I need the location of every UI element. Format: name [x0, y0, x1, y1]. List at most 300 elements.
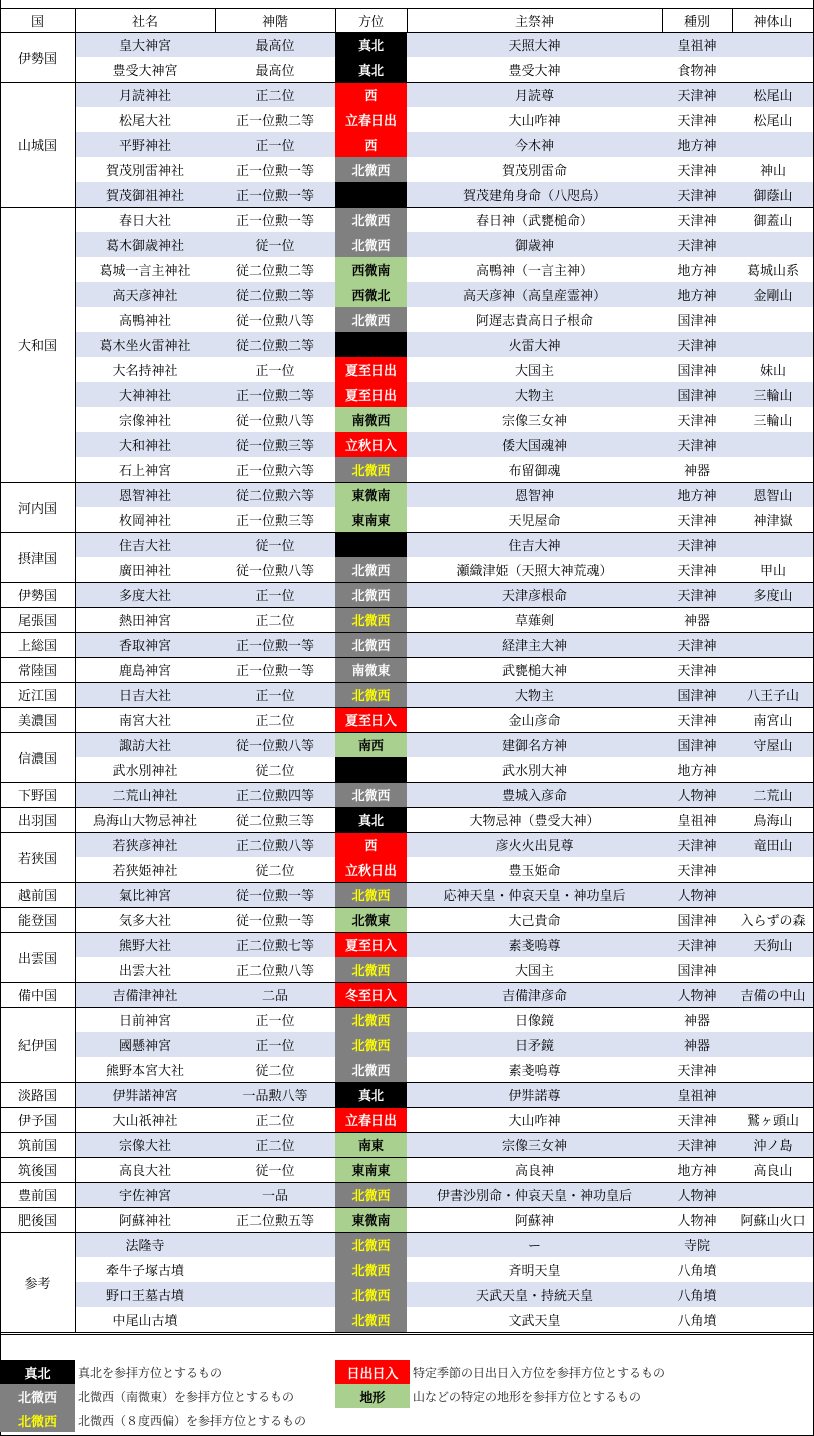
grid-line	[0, 532, 814, 533]
grid-line	[0, 582, 814, 583]
grid-line	[0, 1334, 814, 1335]
shrine-name-cell: 牽牛子塚古墳	[105, 1264, 184, 1279]
shrine-name-cell: 高鴨神社	[118, 314, 171, 329]
table-cell: 金剛山	[732, 282, 814, 307]
province-cell: 摂津国	[17, 551, 57, 567]
table-cell: 御歳神	[407, 232, 662, 257]
table-cell: 神器	[683, 1014, 710, 1029]
table-cell: 皇祖神	[677, 814, 717, 829]
direction-cell: 北微西	[335, 207, 407, 232]
column-header: 主祭神	[514, 14, 554, 30]
direction-cell: 北微西	[335, 1032, 407, 1057]
province-cell: 出雲国	[17, 951, 57, 967]
table-cell: 天津神	[662, 632, 732, 657]
table-cell: 二荒山	[732, 782, 814, 807]
grid-line	[75, 32, 76, 1332]
province-cell: 出羽国	[17, 814, 57, 829]
table-cell: 国津神	[677, 914, 717, 929]
table-cell: ー	[407, 1232, 662, 1257]
table-cell: 布留御魂	[508, 464, 561, 479]
table-cell: 金山彦命	[508, 714, 561, 729]
legend-text: 真北を参拝方位とするもの	[78, 1365, 223, 1380]
table-cell: 正二位	[255, 614, 295, 629]
shrine-name-cell: 熊野大社	[75, 932, 215, 957]
province-cell: 若狭国	[17, 851, 57, 867]
table-cell	[732, 1257, 814, 1282]
table-cell: 従一位	[215, 232, 335, 257]
shrine-name-cell: 伊弉諾神宮	[75, 1082, 215, 1107]
table-cell: 賀茂別雷命	[501, 164, 567, 179]
shrine-name-cell: 熊野本宮大社	[105, 1064, 184, 1079]
province-cell: 山城国	[17, 139, 57, 154]
shrine-name-cell: 大山祇神社	[112, 1114, 178, 1129]
table-cell: 天津神	[677, 1064, 717, 1079]
shrine-name-cell: 宗像大社	[75, 1132, 215, 1157]
shrine-name-cell: 賀茂別雷神社	[105, 164, 184, 179]
table-cell: 大物主	[407, 682, 662, 707]
table-cell: 正一位	[215, 1032, 335, 1057]
direction-cell: 真北	[335, 807, 407, 832]
grid-line	[0, 1132, 814, 1133]
legend-swatch: 真北	[0, 1360, 75, 1384]
table-cell: 素戔嗚尊	[508, 1064, 561, 1079]
table-cell: 正二位勲七等	[215, 932, 335, 957]
province-cell: 参考	[24, 1276, 51, 1292]
direction-cell: 東南東	[335, 1157, 407, 1182]
shrine-name-cell: 多度大社	[75, 582, 215, 607]
direction-cell: 真北	[335, 32, 407, 57]
shrine-name-cell: 鳥海山大物忌神社	[92, 814, 197, 829]
table-cell: 宗像三女神	[501, 414, 567, 429]
table-cell: 皇祖神	[662, 1082, 732, 1107]
table-cell: 甲山	[759, 564, 786, 579]
table-cell: 鷲ヶ頭山	[746, 1114, 799, 1129]
direction-cell: 立春日出	[335, 107, 407, 132]
shrine-name-cell: 二荒山神社	[75, 782, 215, 807]
table-cell	[732, 1232, 814, 1257]
direction-cell: 南東	[335, 1132, 407, 1157]
table-cell: 国津神	[662, 382, 732, 407]
table-cell	[215, 1257, 335, 1282]
table-cell: 高良山	[753, 1164, 793, 1179]
table-cell: 正一位	[255, 364, 295, 379]
province-cell: 信濃国	[17, 751, 57, 767]
table-cell: 国津神	[677, 314, 717, 329]
shrine-name-cell: 豊受大神宮	[112, 64, 178, 79]
table-cell	[215, 1307, 335, 1332]
direction-cell: 冬至日入	[335, 982, 407, 1007]
table-cell: 伊弉諾尊	[407, 1082, 662, 1107]
table-cell: 素戔嗚尊	[407, 932, 662, 957]
shrine-name-cell: 廣田神社	[118, 564, 171, 579]
direction-cell: 北微西	[335, 607, 407, 632]
table-cell: 最高位	[255, 64, 295, 79]
table-cell	[732, 757, 814, 782]
shrine-name-cell: 葛木坐火雷神社	[75, 332, 215, 357]
grid-line	[0, 482, 814, 483]
table-cell: 天津神	[677, 864, 717, 879]
table-cell: 天武天皇・持統天皇	[407, 1282, 662, 1307]
table-cell: 天津神	[662, 582, 732, 607]
table-cell	[732, 432, 814, 457]
direction-cell: 南西	[335, 732, 407, 757]
table-cell: 正一位勲三等	[235, 514, 314, 529]
table-cell: 正一位勲六等	[235, 464, 314, 479]
table-cell: 従二位	[255, 764, 295, 779]
shrine-name-cell: 枚岡神社	[118, 514, 171, 529]
table-cell: 天津神	[662, 532, 732, 557]
grid-line	[0, 32, 814, 33]
table-cell: 従一位勲八等	[235, 564, 314, 579]
shrine-name-cell: 高天彦神社	[75, 282, 215, 307]
legend-text: 特定季節の日出日入方位を参拝方位とするもの	[413, 1365, 666, 1380]
shrine-name-cell: 若狭姫神社	[112, 864, 178, 879]
table-cell: 天津神	[662, 1132, 732, 1157]
table-cell: 従一位勲三等	[215, 432, 335, 457]
column-header: 種別	[683, 14, 710, 30]
direction-cell	[335, 532, 407, 557]
legend-swatch: 日出日入	[335, 1360, 410, 1384]
table-cell	[732, 632, 814, 657]
table-cell: 人物神	[662, 782, 732, 807]
column-header: 国	[30, 14, 44, 30]
province-cell: 筑前国	[17, 1139, 57, 1154]
grid-line	[0, 832, 814, 833]
column-header: 方位	[357, 14, 384, 30]
legend-text: 山などの特定の地形を参拝方位とするもの	[413, 1389, 642, 1404]
table-cell: 瀬織津姫（天照大神荒魂）	[456, 564, 613, 579]
shrine-name-cell: 出雲大社	[118, 964, 171, 979]
direction-cell: 西	[335, 132, 407, 157]
province-cell: 伊勢国	[17, 51, 57, 67]
table-cell: 竜田山	[732, 832, 814, 857]
direction-cell: 北微西	[335, 157, 407, 182]
table-cell: 入らずの森	[740, 914, 806, 929]
grid-line	[0, 907, 814, 908]
direction-cell: 東微南	[335, 482, 407, 507]
legend-swatch: 地形	[335, 1384, 410, 1408]
direction-cell: 北微西	[335, 1282, 407, 1307]
shrine-name-cell: 平野神社	[75, 132, 215, 157]
table-cell: 地方神	[677, 1164, 717, 1179]
shrine-name-cell: 法隆寺	[75, 1232, 215, 1257]
shrine-name-cell: 石上神宮	[118, 464, 171, 479]
shrine-name-cell: 武水別神社	[112, 764, 178, 779]
table-cell: 国津神	[677, 964, 717, 979]
table-cell: 大山咋神	[508, 1114, 561, 1129]
direction-cell: 南微西	[335, 407, 407, 432]
table-cell	[732, 1182, 814, 1207]
table-cell: 天児屋命	[508, 514, 561, 529]
table-cell	[732, 1057, 814, 1082]
table-cell: 国津神	[662, 682, 732, 707]
grid-line	[0, 1207, 814, 1208]
table-cell	[215, 1232, 335, 1257]
table-cell: 従二位勲二等	[215, 332, 335, 357]
grid-line	[0, 1082, 814, 1083]
shrine-name-cell: 宗像神社	[118, 414, 171, 429]
grid-line	[662, 8, 663, 32]
direction-cell: 真北	[335, 1082, 407, 1107]
table-cell: 八王子山	[732, 682, 814, 707]
table-cell: 大己貴命	[508, 914, 561, 929]
direction-cell	[335, 757, 407, 782]
table-cell: 従一位勲八等	[215, 732, 335, 757]
direction-cell	[335, 332, 407, 357]
legend-text: 北微西（南微東）を参拝方位とするもの	[78, 1389, 295, 1404]
table-cell: 天津神	[662, 932, 732, 957]
grid-line	[215, 8, 216, 32]
shrine-name-cell: 中尾山古墳	[112, 1314, 178, 1329]
table-cell: 正一位	[255, 1014, 295, 1029]
direction-cell: 立秋日入	[335, 432, 407, 457]
table-cell: 豊城入彦命	[407, 782, 662, 807]
column-header: 神体山	[753, 14, 793, 30]
province-cell: 常陸国	[17, 664, 57, 679]
direction-cell: 西微南	[335, 257, 407, 282]
table-cell: 八角墳	[662, 1282, 732, 1307]
shrine-name-cell: 國懸神宮	[75, 1032, 215, 1057]
shrine-name-cell: 鹿島神宮	[118, 664, 171, 679]
direction-cell: 夏至日入	[335, 707, 407, 732]
table-cell: 大物主	[407, 382, 662, 407]
direction-cell: 北微西	[335, 1232, 407, 1257]
table-cell	[732, 1307, 814, 1332]
table-cell: 従二位	[255, 864, 295, 879]
table-cell	[732, 307, 814, 332]
province-cell: 上総国	[17, 639, 57, 654]
table-cell: 天津神	[677, 164, 717, 179]
table-cell: 賀茂建角身命（八咫烏）	[407, 182, 662, 207]
table-cell: 正二位勲四等	[215, 782, 335, 807]
province-cell: 淡路国	[17, 1089, 57, 1104]
table-cell: 正二位	[255, 1114, 295, 1129]
direction-cell: 北微西	[335, 632, 407, 657]
table-cell: 高鴨神（一言主神）	[475, 264, 593, 279]
province-cell: 豊前国	[17, 1189, 57, 1204]
table-cell: 妹山	[759, 364, 786, 379]
table-cell: 天津神	[677, 514, 717, 529]
table-cell: 一品勲八等	[215, 1082, 335, 1107]
direction-cell: 北微東	[335, 907, 407, 932]
table-cell: 最高位	[215, 32, 335, 57]
table-cell: 正二位勲八等	[235, 964, 314, 979]
grid-line	[0, 807, 814, 808]
table-cell: 恩智神	[407, 482, 662, 507]
table-cell: 高良神	[514, 1164, 554, 1179]
grid-line	[0, 607, 814, 608]
direction-cell: 夏至日出	[335, 382, 407, 407]
table-cell: 従二位勲二等	[215, 282, 335, 307]
table-cell: 二品	[215, 982, 335, 1007]
direction-cell: 北微西	[335, 557, 407, 582]
province-cell: 下野国	[17, 789, 57, 804]
shrine-name-cell: 恩智神社	[75, 482, 215, 507]
direction-cell: 北微西	[335, 882, 407, 907]
table-cell: 武水別大神	[501, 764, 567, 779]
table-cell: 寺院	[662, 1232, 732, 1257]
direction-cell: 北微西	[335, 957, 407, 982]
grid-line	[407, 8, 408, 32]
grid-line	[0, 1182, 814, 1183]
table-cell: 日矛鏡	[407, 1032, 662, 1057]
province-cell: 河内国	[17, 501, 57, 517]
shrine-name-cell: 香取神宮	[75, 632, 215, 657]
direction-cell: 北微西	[335, 307, 407, 332]
direction-cell: 真北	[335, 57, 407, 82]
grid-line	[0, 1107, 814, 1108]
shrine-name-cell: 日吉大社	[75, 682, 215, 707]
direction-cell: 北微西	[335, 1057, 407, 1082]
table-cell: 人物神	[677, 1214, 717, 1229]
table-cell: 従二位勲三等	[235, 814, 314, 829]
table-cell: 文武天皇	[508, 1314, 561, 1329]
table-cell	[732, 132, 814, 157]
province-cell: 能登国	[17, 914, 57, 929]
table-cell: 吉備津彦命	[407, 982, 662, 1007]
table-cell: 御蔭山	[732, 182, 814, 207]
grid-line	[0, 782, 814, 783]
grid-line	[0, 1007, 814, 1008]
table-cell: 大国主	[514, 364, 554, 379]
shrine-name-cell: 大名持神社	[112, 364, 178, 379]
table-cell: 阿蘇山火口	[740, 1214, 806, 1229]
table-cell: 国津神	[677, 364, 717, 379]
direction-cell: 東南東	[335, 507, 407, 532]
province-cell: 伊勢国	[17, 589, 57, 604]
table-cell: 従二位勲二等	[235, 264, 314, 279]
grid-line	[0, 932, 814, 933]
table-cell: 従二位勲六等	[215, 482, 335, 507]
table-cell: 大国主	[514, 964, 554, 979]
table-cell: 建御名方神	[407, 732, 662, 757]
table-cell	[732, 332, 814, 357]
table-cell	[732, 1082, 814, 1107]
direction-cell: 北微西	[335, 457, 407, 482]
table-cell: 鳥海山	[753, 814, 793, 829]
table-cell: 吉備の中山	[732, 982, 814, 1007]
table-cell: 一品	[215, 1182, 335, 1207]
table-cell: 天津神	[677, 114, 717, 129]
table-cell: 高天彦神（高皇産霊神）	[407, 282, 662, 307]
direction-cell: 西微北	[335, 282, 407, 307]
table-cell: 神器	[683, 614, 710, 629]
shrine-name-cell: 賀茂御祖神社	[75, 182, 215, 207]
shrine-name-cell: 葛城一言主神社	[99, 264, 191, 279]
table-cell: 天津彦根命	[407, 582, 662, 607]
table-cell: 草薙剣	[514, 614, 554, 629]
province-cell: 尾張国	[17, 614, 57, 629]
table-cell: 斉明天皇	[508, 1264, 561, 1279]
direction-cell	[335, 182, 407, 207]
table-cell: 火雷大神	[407, 332, 662, 357]
table-cell: 松尾山	[732, 82, 814, 107]
table-cell: 地方神	[662, 282, 732, 307]
table-cell	[215, 1282, 335, 1307]
table-cell: 正一位勲一等	[235, 664, 314, 679]
table-cell: 従一位勲一等	[235, 914, 314, 929]
table-cell: 天津神	[662, 182, 732, 207]
table-cell: 豊玉姫命	[508, 864, 561, 879]
table-cell: 従一位	[255, 1164, 295, 1179]
table-cell: 従一位勲八等	[235, 314, 314, 329]
table-cell: 正一位勲一等	[235, 214, 314, 229]
shrine-name-cell: 皇大神宮	[75, 32, 215, 57]
shrine-name-cell: 高良大社	[118, 1164, 171, 1179]
table-cell: 神器	[683, 464, 710, 479]
table-cell: 三輪山	[732, 382, 814, 407]
table-cell	[732, 1007, 814, 1032]
column-header: 社名	[131, 14, 158, 30]
table-cell: 地方神	[677, 264, 717, 279]
shrine-name-cell: 気多大社	[118, 914, 171, 929]
table-cell: 南宮山	[753, 714, 793, 729]
table-cell: 大山咋神	[508, 114, 561, 129]
province-cell: 伊予国	[17, 1114, 57, 1129]
table-cell	[732, 232, 814, 257]
direction-cell: 西	[335, 832, 407, 857]
province-cell: 筑後国	[17, 1164, 57, 1179]
table-cell: 沖ノ島	[732, 1132, 814, 1157]
table-cell: 正一位勲一等	[215, 632, 335, 657]
table-cell: 春日神（武甕槌命）	[475, 214, 593, 229]
table-cell: 天津神	[677, 564, 717, 579]
shrine-name-cell: 松尾大社	[118, 114, 171, 129]
table-cell	[732, 657, 814, 682]
table-cell: 天狗山	[732, 932, 814, 957]
shrine-name-cell: 野口王墓古墳	[75, 1282, 215, 1307]
table-cell: 正一位勲二等	[215, 382, 335, 407]
table-cell	[732, 607, 814, 632]
table-cell: 天津神	[677, 664, 717, 679]
grid-line	[0, 732, 814, 733]
province-cell: 備中国	[17, 989, 57, 1004]
table-cell: 正二位勲五等	[235, 1214, 314, 1229]
table-cell: 従一位勲一等	[215, 882, 335, 907]
table-cell: 伊書沙別命・仲哀天皇・神功皇后	[407, 1182, 662, 1207]
table-cell: 正二位	[215, 82, 335, 107]
table-cell: 経津主大神	[407, 632, 662, 657]
table-cell: 御蓋山	[753, 214, 793, 229]
table-cell: 正二位勲八等	[215, 832, 335, 857]
table-cell	[732, 57, 814, 82]
table-cell: 従二位	[255, 1064, 295, 1079]
direction-cell: 夏至日出	[335, 357, 407, 382]
grid-line	[0, 1332, 814, 1333]
table-cell: 住吉大神	[407, 532, 662, 557]
table-cell: 豊受大神	[508, 64, 561, 79]
grid-line	[0, 982, 814, 983]
table-cell: 恩智山	[732, 482, 814, 507]
grid-line	[732, 8, 733, 32]
province-cell: 越前国	[17, 889, 57, 904]
shrine-name-cell: 吉備津神社	[75, 982, 215, 1007]
grid-line	[0, 1232, 814, 1233]
table-cell: 天照大神	[407, 32, 662, 57]
table-cell: 正二位	[215, 1132, 335, 1157]
table-cell: 今木神	[407, 132, 662, 157]
table-cell: 神器	[662, 1032, 732, 1057]
grid-line	[0, 0, 1, 1436]
table-cell: 天津神	[662, 832, 732, 857]
shrine-name-cell: 大和神社	[75, 432, 215, 457]
table-cell: 天津神	[662, 332, 732, 357]
grid-line	[0, 657, 814, 658]
direction-cell: 南微東	[335, 657, 407, 682]
table-cell: 天津神	[677, 1114, 717, 1129]
table-cell: 倭大国魂神	[407, 432, 662, 457]
shrine-name-cell: 熱田神宮	[118, 614, 171, 629]
